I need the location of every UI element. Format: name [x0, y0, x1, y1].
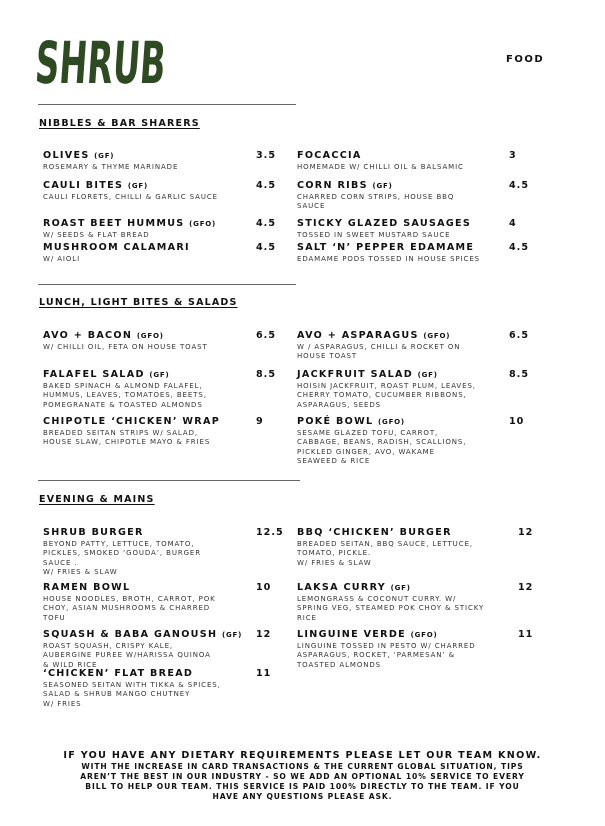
- footer-notice: [30, 750, 575, 802]
- description-line: SEASONED SEITAN WITH TIKKA & SPICES,: [43, 681, 221, 689]
- menu-item: [43, 629, 242, 670]
- dietary-notice: IF YOU HAVE ANY DIETARY REQUIREMENTS PLEASE LET OUR TEAM KNOW.: [63, 750, 542, 761]
- item-name-text: CORN RIBS: [297, 180, 368, 191]
- item-price: 4.5: [256, 180, 276, 191]
- item-name-text: OLIVES: [43, 150, 90, 161]
- item-name: [297, 330, 460, 342]
- item-description: [297, 231, 471, 240]
- description-line: W/ FRIES & SLAW: [297, 558, 372, 567]
- item-name: [43, 369, 207, 381]
- service-note-line: WITH THE INCREASE IN CARD TRANSACTIONS & THE CURRENT GLOBAL SITUATION, TIPS: [81, 762, 524, 771]
- menu-item: [297, 150, 464, 172]
- service-note-line: BILL TO HELP OUR TEAM. THIS SERVICE IS PAID 100% DIRECTLY TO THE TEAM. IF YOU: [85, 782, 520, 791]
- item-price: 12: [518, 527, 534, 538]
- item-name: [43, 668, 221, 680]
- item-description: [297, 595, 484, 623]
- description-line: W/ CHILLI OIL, FETA ON HOUSE TOAST: [43, 343, 208, 351]
- service-note-line: AREN’T THE BEST IN OUR INDUSTRY - SO WE ADD AN OPTIONAL 10% SERVICE TO EVERY: [80, 772, 525, 781]
- item-description: [297, 343, 460, 362]
- item-name-text: CAULI BITES: [43, 180, 124, 191]
- menu-item: [297, 218, 471, 240]
- item-price: 4.5: [256, 218, 276, 229]
- item-name: [297, 369, 476, 381]
- description-line: SAUCE: [297, 202, 326, 211]
- menu-item: [297, 330, 460, 362]
- description-line: POMEGRANATE & TOASTED ALMONDS: [43, 400, 203, 409]
- section-heading-evening: EVENING & MAINS: [39, 494, 155, 505]
- item-name-text: LINGUINE VERDE: [297, 629, 406, 640]
- item-price: 4.5: [509, 180, 529, 191]
- item-description: [43, 163, 178, 172]
- menu-item: [43, 180, 218, 202]
- item-description: [297, 540, 473, 568]
- dietary-tag: (GF): [127, 182, 148, 190]
- description-line: BREADED SEITAN, BBQ SAUCE, LETTUCE,: [297, 540, 473, 548]
- description-line: ASPARAGUS, SEEDS: [297, 400, 382, 409]
- description-line: RICE: [297, 613, 317, 622]
- item-name: [43, 218, 216, 230]
- item-name: [297, 180, 454, 192]
- dietary-tag: (GFO): [410, 631, 438, 639]
- menu-item: [43, 218, 216, 240]
- item-description: [297, 163, 464, 172]
- item-name-text: AVO + BACON: [43, 330, 133, 341]
- menu-item: [43, 416, 220, 448]
- item-price: 12: [518, 582, 534, 593]
- menu-label: FOOD: [506, 54, 545, 65]
- item-name: [297, 582, 484, 594]
- description-line: HOMEMADE W/ CHILLI OIL & BALSAMIC: [297, 163, 464, 171]
- item-description: [297, 382, 476, 410]
- description-line: SPRING VEG, STEAMED POK CHOY & STICKY: [297, 604, 485, 613]
- item-name: [43, 582, 216, 594]
- description-line: TOSSED IN SWEET MUSTARD SAUCE: [297, 231, 451, 239]
- description-line: LINGUINE TOSSED IN PESTO W/ CHARRED: [297, 642, 476, 650]
- item-name: [43, 629, 242, 641]
- item-price: 3: [509, 150, 517, 161]
- item-name: [297, 242, 480, 254]
- item-name: [43, 150, 178, 162]
- item-price: 10: [256, 582, 272, 593]
- description-line: CHOY, ASIAN MUSHROOMS & CHARRED: [43, 604, 211, 613]
- description-line: LEMONGRASS & COCONUT CURRY. W/: [297, 595, 457, 603]
- item-description: [43, 382, 207, 410]
- description-line: HOUSE TOAST: [297, 352, 358, 361]
- divider: [38, 284, 296, 285]
- description-line: TOMATO, PICKLE.: [297, 549, 372, 558]
- item-name-text: BBQ ‘CHICKEN’ BURGER: [297, 527, 452, 538]
- dietary-tag: (GFO): [378, 418, 405, 426]
- item-price: 12.5: [256, 527, 284, 538]
- item-name: [297, 218, 471, 230]
- item-name: [43, 242, 190, 254]
- item-price: 11: [518, 629, 534, 640]
- description-line: AUBERGINE PUREE W/HARISSA QUINOA: [43, 651, 211, 660]
- item-name-text: ROAST BEET HUMMUS: [43, 218, 185, 229]
- shrub-logo: [33, 28, 265, 97]
- menu-item: [43, 150, 178, 172]
- description-line: HOUSE SLAW, CHIPOTLE MAYO & FRIES: [43, 438, 211, 447]
- item-name-text: FOCACCIA: [297, 150, 362, 161]
- menu-item: [297, 180, 454, 212]
- item-price: 10: [509, 416, 525, 427]
- item-name-text: MUSHROOM CALAMARI: [43, 242, 190, 253]
- description-line: W/ FRIES & SLAW: [43, 568, 118, 577]
- item-name-text: FALAFEL SALAD: [43, 369, 145, 380]
- item-description: [297, 429, 466, 467]
- dietary-tag: (GF): [221, 631, 243, 639]
- menu-item: [297, 242, 480, 264]
- item-description: [43, 540, 201, 578]
- description-line: CHARRED CORN STRIPS, HOUSE BBQ: [297, 193, 455, 201]
- logo-text: SHRUB: [33, 29, 265, 97]
- section-heading-lunch: LUNCH, LIGHT BITES & SALADS: [39, 297, 238, 308]
- item-name-text: JACKFRUIT SALAD: [297, 369, 413, 380]
- dietary-tag: (GFO): [423, 332, 451, 340]
- description-line: SAUCE .: [43, 558, 78, 567]
- description-line: & WILD RICE: [43, 660, 98, 669]
- item-description: [297, 642, 476, 670]
- item-name: [297, 527, 473, 539]
- item-name-text: SQUASH & BABA GANOUSH: [43, 629, 218, 640]
- dietary-tag: (GF): [94, 152, 115, 160]
- menu-item: [297, 416, 466, 467]
- item-name-text: ‘CHICKEN’ FLAT BREAD: [43, 668, 194, 679]
- item-description: [297, 193, 454, 212]
- menu-item: [43, 369, 207, 410]
- description-line: EDAMAME PODS TOSSED IN HOUSE SPICES: [297, 255, 480, 263]
- description-line: PICKLED GINGER, AVO, WAKAME: [297, 447, 435, 456]
- item-description: [297, 255, 480, 264]
- item-price: 8.5: [509, 369, 529, 380]
- menu-item: [43, 582, 216, 623]
- item-name-text: LAKSA CURRY: [297, 582, 386, 593]
- description-line: W / ASPARAGUS, CHILLI & ROCKET ON: [297, 343, 461, 351]
- item-name: [43, 180, 218, 192]
- description-line: HOISIN JACKFRUIT, ROAST PLUM, LEAVES,: [297, 382, 476, 390]
- item-name: [43, 527, 201, 539]
- dietary-tag: (GF): [372, 182, 393, 190]
- section-heading-nibbles: NIBBLES & BAR SHARERS: [39, 118, 200, 129]
- item-description: [43, 343, 208, 352]
- description-line: BEYOND PATTY, LETTUCE, TOMATO,: [43, 540, 195, 548]
- item-name-text: CHIPOTLE ‘CHICKEN’ WRAP: [43, 416, 221, 427]
- description-line: HUMMUS, LEAVES, TOMATOES, BEETS,: [43, 391, 207, 400]
- service-note-line: HAVE ANY QUESTIONS PLEASE ASK.: [212, 792, 393, 801]
- item-description: [43, 193, 218, 202]
- dietary-tag: (GFO): [136, 332, 164, 340]
- item-name: [43, 416, 220, 428]
- item-price: 6.5: [509, 330, 529, 341]
- description-line: BAKED SPINACH & ALMOND FALAFEL,: [43, 382, 203, 390]
- menu-item: [297, 629, 476, 670]
- menu-item: [43, 668, 221, 709]
- description-line: SESAME GLAZED TOFU, CARROT,: [297, 429, 439, 437]
- divider: [38, 480, 300, 481]
- divider: [38, 104, 296, 105]
- item-description: [43, 429, 220, 448]
- item-name-text: SALT ‘N’ PEPPER EDAMAME: [297, 242, 475, 253]
- item-price: 3.5: [256, 150, 276, 161]
- item-price: 12: [256, 629, 272, 640]
- item-name: [297, 416, 466, 428]
- description-line: HOUSE NOODLES, BROTH, CARROT, POK: [43, 595, 216, 603]
- menu-item: [297, 369, 476, 410]
- description-line: CHERRY TOMATO, CUCUMBER RIBBONS,: [297, 391, 467, 400]
- description-line: PICKLES, SMOKED ‘GOUDA’, BURGER: [43, 549, 202, 558]
- item-price: 4: [509, 218, 517, 229]
- description-line: W/ FRIES: [43, 699, 82, 708]
- item-name-text: POKÉ BOWL: [297, 416, 374, 427]
- description-line: CABBAGE, BEANS, RADISH, SCALLIONS,: [297, 438, 467, 447]
- description-line: W/ AIOLI: [43, 255, 81, 263]
- item-name-text: AVO + ASPARAGUS: [297, 330, 419, 341]
- item-name-text: RAMEN BOWL: [43, 582, 131, 593]
- item-description: [43, 595, 216, 623]
- item-price: 4.5: [509, 242, 529, 253]
- description-line: BREADED SEITAN STRIPS W/ SALAD,: [43, 429, 198, 437]
- description-line: TOFU: [43, 613, 66, 622]
- dietary-tag: (GF): [417, 371, 438, 379]
- dietary-tag: (GF): [149, 371, 170, 379]
- menu-item: [297, 527, 473, 568]
- item-description: [43, 231, 216, 240]
- description-line: CAULI FLORETS, CHILLI & GARLIC SAUCE: [43, 193, 218, 201]
- item-name-text: SHRUB BURGER: [43, 527, 144, 538]
- item-name: [297, 629, 476, 641]
- item-description: [43, 255, 190, 264]
- item-price: 11: [256, 668, 272, 679]
- menu-item: [43, 527, 201, 578]
- item-price: 9: [256, 416, 264, 427]
- menu-item: [43, 330, 208, 352]
- item-name: [43, 330, 208, 342]
- description-line: ASPARAGUS, ROCKET, ‘PARMESAN’ &: [297, 651, 456, 660]
- item-price: 4.5: [256, 242, 276, 253]
- dietary-tag: (GF): [390, 584, 411, 592]
- description-line: W/ SEEDS & FLAT BREAD: [43, 231, 150, 239]
- item-price: 6.5: [256, 330, 276, 341]
- description-line: TOASTED ALMONDS: [297, 660, 382, 669]
- menu-item: [297, 582, 484, 623]
- description-line: ROSEMARY & THYME MARINADE: [43, 163, 179, 171]
- item-name: [297, 150, 464, 162]
- item-price: 8.5: [256, 369, 276, 380]
- description-line: SALAD & SHRUB MANGO CHUTNEY: [43, 690, 191, 699]
- description-line: ROAST SQUASH, CRISPY KALE,: [43, 642, 174, 650]
- item-description: [43, 642, 242, 670]
- dietary-tag: (GFO): [189, 220, 217, 228]
- menu-item: [43, 242, 190, 264]
- description-line: SEAWEED & RICE: [297, 457, 371, 466]
- item-name-text: STICKY GLAZED SAUSAGES: [297, 218, 472, 229]
- item-description: [43, 681, 221, 709]
